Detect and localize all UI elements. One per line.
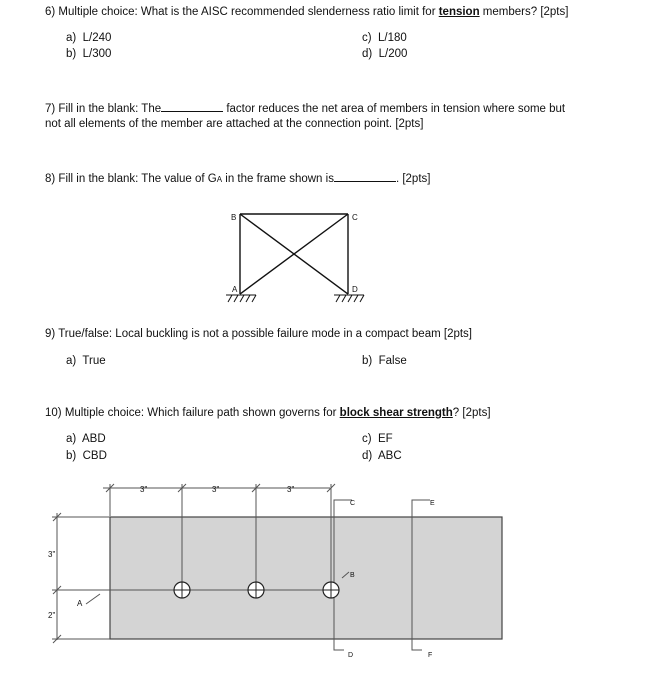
path-e-leader	[412, 500, 430, 517]
q7-question-line2: not all elements of the member are attached at the connection point. [2pts]	[45, 118, 424, 130]
point-label-c: C	[350, 500, 356, 507]
q7-question-line1: 7) Fill in the blank: The factor reduces the net area of members in tension where some but	[45, 103, 566, 115]
q10-option-d[interactable]: d) ABC	[362, 450, 402, 462]
dim-label-3: 3"	[287, 485, 295, 494]
frame-label-d: D	[352, 285, 358, 294]
q6-option-b[interactable]: b) L/300	[66, 48, 112, 60]
dim-label-2: 3"	[212, 485, 220, 494]
q9-option-b[interactable]: b) False	[362, 355, 407, 367]
point-label-d: D	[348, 652, 354, 659]
frame-label-c: C	[352, 213, 358, 222]
q10-emphasis: block shear strength	[339, 407, 453, 419]
dim-label-1: 3"	[140, 485, 148, 494]
plate	[110, 517, 502, 639]
q9-option-a[interactable]: a) True	[66, 355, 106, 367]
path-d-leader	[334, 639, 344, 650]
q6-option-c[interactable]: c) L/180	[362, 32, 407, 44]
q10-option-c[interactable]: c) EF	[362, 433, 393, 445]
q6-question: 6) Multiple choice: What is the AISC recommended slenderness ratio limit for tension members? [2pts]	[45, 6, 569, 18]
q8-question: 8) Fill in the blank: The value of GA in the frame shown is . [2pts]	[45, 173, 431, 185]
q6-option-d[interactable]: d) L/200	[362, 48, 408, 60]
dim-label-left-bottom: 2"	[48, 611, 56, 620]
dim-label-left-top: 3"	[48, 550, 56, 559]
point-label-e: E	[430, 500, 435, 507]
q6-emphasis: tension	[438, 6, 480, 18]
q10-option-b[interactable]: b) CBD	[66, 450, 107, 462]
q10-option-a[interactable]: a) ABD	[66, 433, 106, 445]
path-a-leader	[86, 594, 100, 604]
point-label-a: A	[77, 599, 83, 608]
q10-question: 10) Multiple choice: Which failure path shown governs for block shear strength? [2pts]	[45, 407, 491, 419]
point-label-b: B	[350, 572, 355, 579]
path-f-leader	[412, 639, 422, 650]
frame-label-b: B	[231, 213, 237, 222]
point-label-f: F	[428, 652, 433, 659]
frame-label-a: A	[232, 285, 238, 294]
q6-option-a[interactable]: a) L/240	[66, 32, 112, 44]
q9-question: 9) True/false: Local buckling is not a possible failure mode in a compact beam [2pts]	[45, 328, 473, 340]
